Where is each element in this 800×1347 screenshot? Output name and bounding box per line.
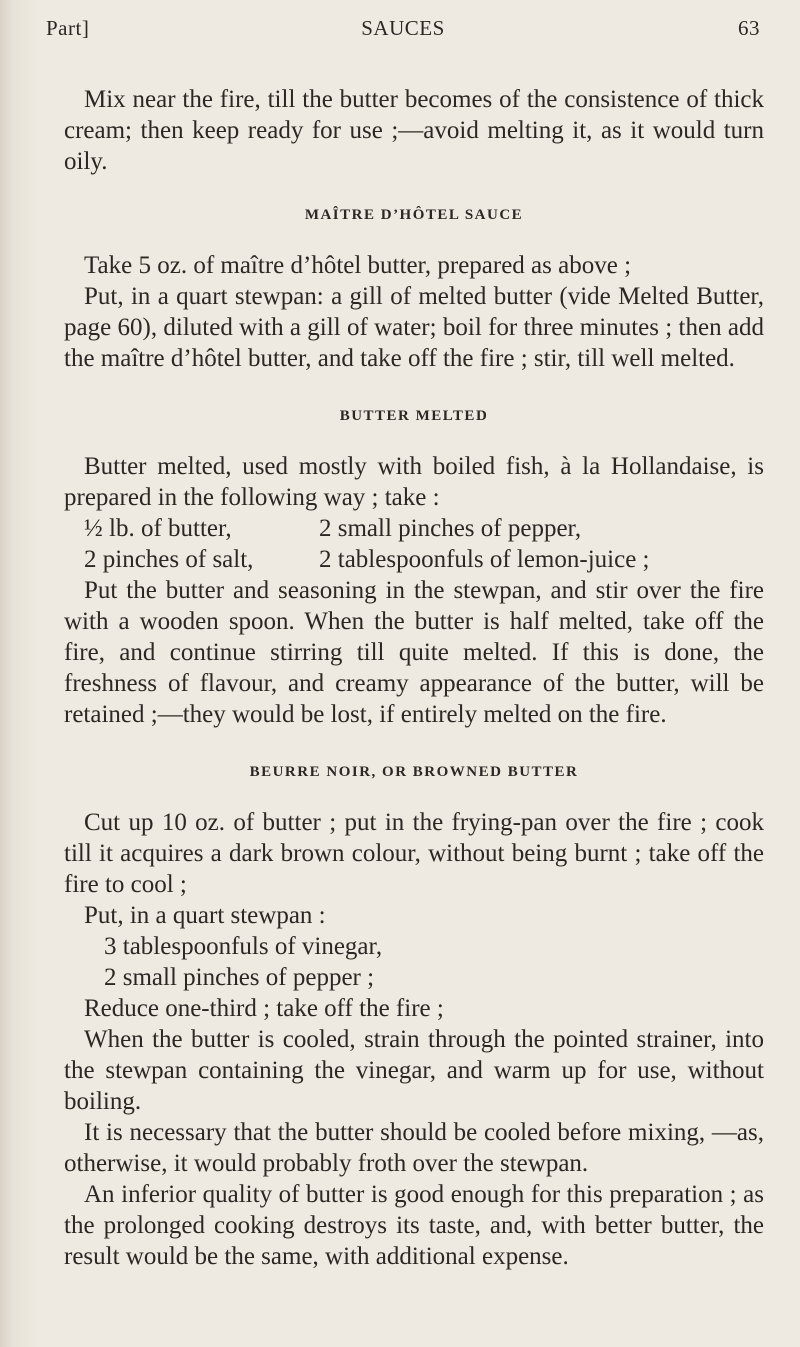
ingredient: 3 tablespoonfuls of vinegar, [104,933,383,960]
ingredient: 2 tablespoonfuls of lemon-juice ; [319,546,650,573]
beurre-noir-reduce-line: Reduce one-third ; take off the fire ; [84,995,444,1022]
ingredient: ½ lb. of butter, [84,515,232,542]
ingredient: 2 pinches of salt, [84,546,254,573]
beurre-noir-put-line: Put, in a quart stewpan : [84,902,326,929]
butter-melted-paragraph-2: Put the butter and seasoning in the stewpan, and stir over the fire with a wooden spoon. When the butter is half melted, take off the fire, and continue stirring till quite melted. If this is done, the freshness of flavour, and creamy appearance of the butter, will be retained ;—they would be lost, if entirely melted on the fire. [64,577,764,728]
section-heading-beurre-noir: BEURRE NOIR, OR BROWNED BUTTER [249,764,579,780]
page-body [64,84,764,1272]
beurre-noir-paragraph-3: It is necessary that the butter should be cooled before mixing, —as, otherwise, it would probably froth over the stewpan. [64,1119,764,1177]
beurre-noir-paragraph-2: When the butter is cooled, strain through the pointed strainer, into the stewpan containing the vinegar, and warm up for use, without boiling. [64,1026,764,1115]
maitre-dhotel-paragraph-2: Put, in a quart stewpan: a gill of melted butter (vide Melted Butter, page 60), diluted with a gill of water; boil for three minutes ; then add the maître d’hôtel butter, and take off the fire ; stir, till well melted. [64,283,764,372]
section-heading-maitre-dhotel: MAÎTRE D’HÔTEL SAUCE [304,207,524,223]
section-heading-butter-melted: BUTTER MELTED [339,408,489,424]
ingredient: 2 small pinches of pepper, [319,515,582,542]
beurre-noir-paragraph-1: Cut up 10 oz. of butter ; put in the frying-pan over the fire ; cook till it acquires a dark brown colour, without being burnt ; take off the fire to cool ; [64,809,764,898]
header-title: SAUCES [361,16,445,40]
header-part: Part] [46,16,90,40]
ingredient-row [64,513,764,544]
running-header [46,16,760,56]
beurre-noir-paragraph-4: An inferior quality of butter is good enough for this preparation ; as the prolonged cooking destroys its taste, and, with better butter, the result would be the same, with additional expense. [64,1181,764,1270]
maitre-dhotel-paragraph-1: Take 5 oz. of maître d’hôtel butter, prepared as above ; [84,252,632,279]
intro-paragraph: Mix near the fire, till the butter becomes of the consistence of thick cream; then keep ready for use ;—avoid melting it, as it would turn oily. [64,86,764,175]
butter-melted-paragraph-1: Butter melted, used mostly with boiled fish, à la Hollandaise, is prepared in the following way ; take : [64,453,764,511]
ingredient: 2 small pinches of pepper ; [104,964,375,991]
ingredient-row [64,544,764,575]
page-number: 63 [738,16,760,40]
